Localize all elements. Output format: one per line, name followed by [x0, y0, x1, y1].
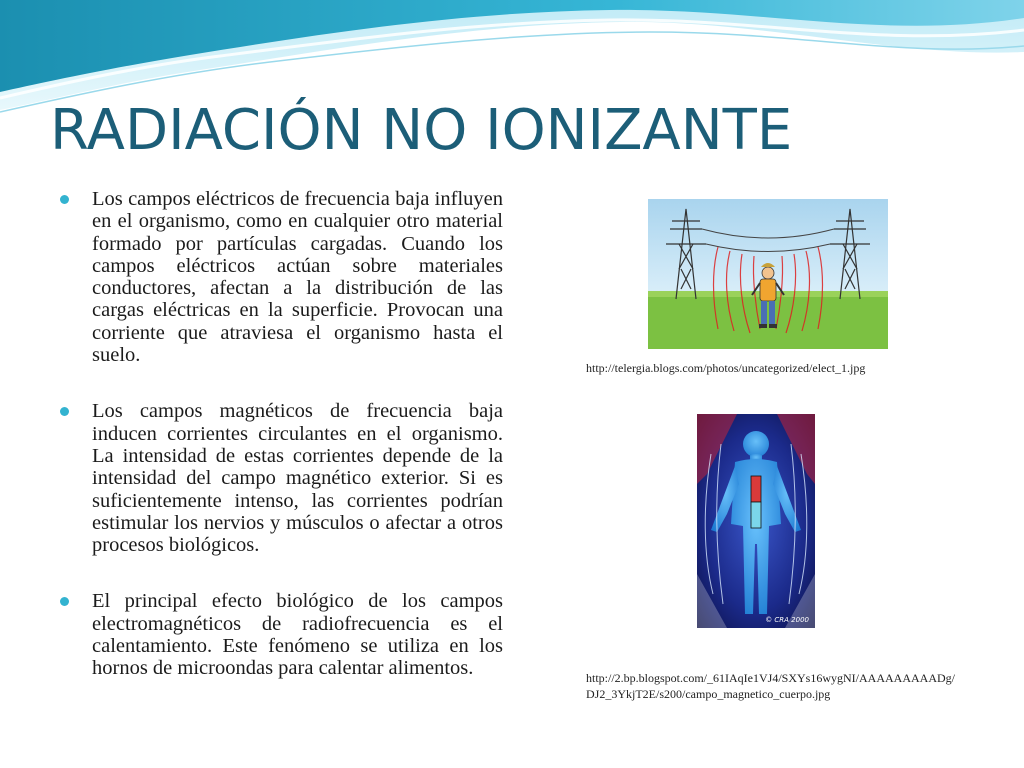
bullet-dot-icon	[60, 407, 69, 416]
human-body-magnetic-field-image	[697, 414, 815, 628]
bullet-text: Los campos eléctricos de frecuencia baja influyen en el organismo, como en cualquier otro material formado por partículas cargadas. Cuando los campos eléctricos actúan sobre materiales conductores, afectan a la distribución de las cargas eléctricas en la superficie. Provocan una corriente que atraviesa el organismo hasta el suelo.	[92, 188, 503, 367]
bullet-item	[60, 400, 503, 556]
image2-caption: http://2.bp.blogspot.com/_61IAqIe1VJ4/SXYs16wygNI/AAAAAAAAADg/DJ2_3YkjT2E/s200/campo_magnetico_cuerpo.jpg	[586, 671, 955, 701]
image1-caption: http://telergia.blogs.com/photos/uncategorized/elect_1.jpg	[586, 361, 866, 375]
bullet-text: El principal efecto biológico de los campos electromagnéticos de radiofrecuencia es el calentamiento. Este fenómeno se utiliza en los hornos de microondas para calentar alimentos.	[92, 590, 503, 680]
bullet-item	[60, 188, 503, 366]
bullet-dot-icon	[60, 195, 69, 204]
bullet-item	[60, 590, 503, 679]
bullet-text: Los campos magnéticos de frecuencia baja inducen corrientes circulantes en el organismo. La intensidad de estas corrientes depende de la intensidad del campo magnético exterior. Si es suficientemente intenso, las corrientes podrían estimular los nervios y músculos o afectar a otros procesos biológicos.	[92, 400, 503, 557]
slide-title: RADIACIÓN NO IONIZANTE	[50, 98, 793, 163]
image2-watermark: © CRA 2000	[765, 616, 809, 624]
bullet-list	[60, 188, 503, 680]
bullet-dot-icon	[60, 597, 69, 606]
power-lines-electric-field-image	[648, 199, 888, 349]
